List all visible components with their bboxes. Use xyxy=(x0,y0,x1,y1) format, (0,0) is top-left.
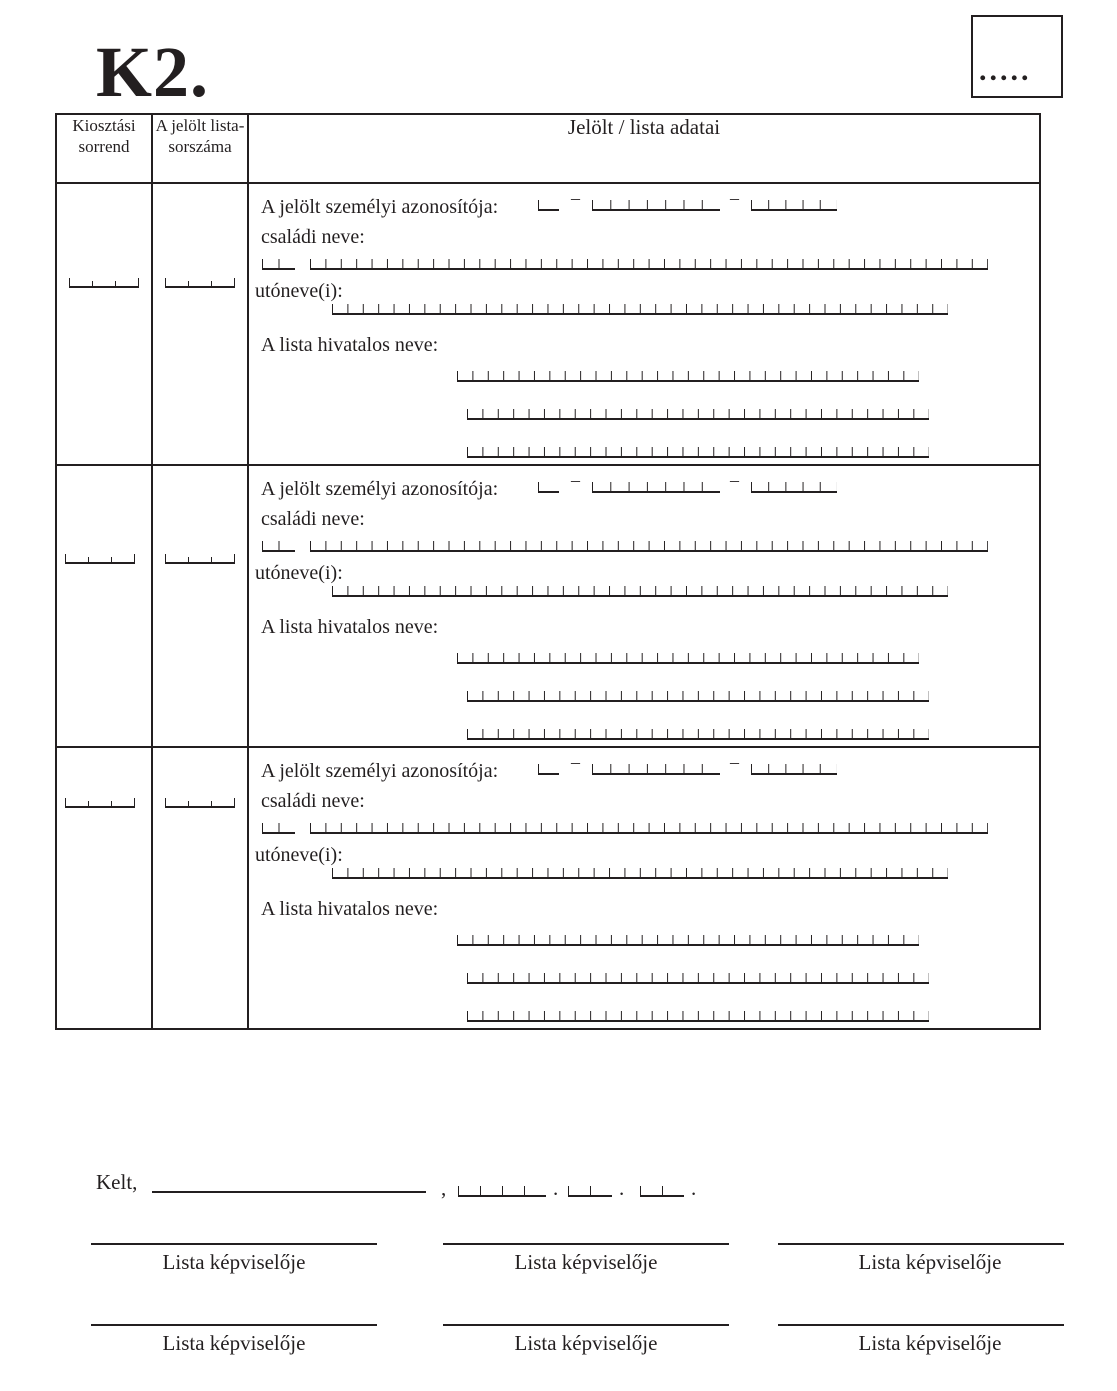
record-data-cell xyxy=(248,747,1040,1029)
candidate-table xyxy=(55,113,1041,1030)
family-name-prefix-field[interactable] xyxy=(262,259,295,270)
signature-label: Lista képviselője xyxy=(514,1331,658,1355)
given-names-field[interactable] xyxy=(332,586,948,597)
id-field-part3[interactable] xyxy=(751,482,837,493)
family-name-label: családi neve: xyxy=(261,790,365,812)
id-field-part3[interactable] xyxy=(751,200,837,211)
list-name-field-line3[interactable] xyxy=(467,729,929,740)
given-names-field[interactable] xyxy=(332,868,948,879)
table-header-row xyxy=(56,114,1040,183)
signature-line[interactable] xyxy=(91,1243,377,1245)
given-names-field[interactable] xyxy=(332,304,948,315)
list-name-label: A lista hivatalos neve: xyxy=(261,898,439,920)
list-name-field-line1[interactable] xyxy=(457,653,919,664)
order-cell xyxy=(56,183,152,465)
family-name-label: családi neve: xyxy=(261,508,365,530)
date-comma: , xyxy=(441,1176,447,1200)
list-name-field-line2[interactable] xyxy=(467,691,929,702)
signature-line[interactable] xyxy=(443,1243,729,1245)
id-label: A jelölt személyi azonosítója: xyxy=(261,196,499,218)
id-field-part2[interactable] xyxy=(592,482,720,493)
id-label: A jelölt személyi azonosítója: xyxy=(261,478,499,500)
page-number-box[interactable] xyxy=(971,15,1063,98)
id-separator: – xyxy=(571,470,580,490)
signature-label: Lista képviselője xyxy=(858,1250,1002,1274)
month-field[interactable] xyxy=(568,1186,612,1197)
kelt-label: Kelt, xyxy=(96,1170,138,1194)
list-name-field-line3[interactable] xyxy=(467,447,929,458)
order-number-field[interactable] xyxy=(65,554,135,564)
list-name-field-line2[interactable] xyxy=(467,409,929,420)
date-dot: . xyxy=(619,1176,625,1200)
list-number-field[interactable] xyxy=(165,278,235,288)
id-field-part2[interactable] xyxy=(592,764,720,775)
list-number-cell xyxy=(152,747,248,1029)
family-name-field[interactable] xyxy=(310,823,988,834)
given-names-label: utóneve(i): xyxy=(255,844,343,866)
signature-label: Lista képviselője xyxy=(162,1331,306,1355)
list-name-field-line2[interactable] xyxy=(467,973,929,984)
given-names-label: utóneve(i): xyxy=(255,562,343,584)
id-field-part1[interactable] xyxy=(538,482,559,493)
table-row xyxy=(56,465,1040,747)
family-name-prefix-field[interactable] xyxy=(262,541,295,552)
header-jelolt-lista-adatai: Jelölt / lista adatai xyxy=(248,114,1040,183)
id-field-part1[interactable] xyxy=(538,764,559,775)
list-number-field[interactable] xyxy=(165,554,235,564)
signature-label: Lista képviselője xyxy=(162,1250,306,1274)
order-cell xyxy=(56,465,152,747)
header-lista-sorszama: A jelölt lista-sorszáma xyxy=(152,114,248,183)
year-field[interactable] xyxy=(458,1186,546,1197)
signature-line[interactable] xyxy=(91,1324,377,1326)
order-cell xyxy=(56,747,152,1029)
id-label: A jelölt személyi azonosítója: xyxy=(261,760,499,782)
header-kiosztasi-sorrend: Kiosztási sorrend xyxy=(56,114,152,183)
signature-line[interactable] xyxy=(443,1324,729,1326)
date-dot: . xyxy=(691,1176,697,1200)
family-name-prefix-field[interactable] xyxy=(262,823,295,834)
id-separator: – xyxy=(730,752,739,772)
signature-label: Lista képviselője xyxy=(514,1250,658,1274)
list-name-field-line1[interactable] xyxy=(457,935,919,946)
id-separator: – xyxy=(571,752,580,772)
id-field-part1[interactable] xyxy=(538,200,559,211)
record-data-cell xyxy=(248,183,1040,465)
list-number-field[interactable] xyxy=(165,798,235,808)
signature-label: Lista képviselője xyxy=(858,1331,1002,1355)
order-number-field[interactable] xyxy=(69,278,139,288)
given-names-label: utóneve(i): xyxy=(255,280,343,302)
list-number-cell xyxy=(152,183,248,465)
table-row xyxy=(56,747,1040,1029)
family-name-field[interactable] xyxy=(310,541,988,552)
signature-line[interactable] xyxy=(778,1243,1064,1245)
list-number-cell xyxy=(152,465,248,747)
table-row xyxy=(56,183,1040,465)
id-field-part3[interactable] xyxy=(751,764,837,775)
id-separator: – xyxy=(571,188,580,208)
id-field-part2[interactable] xyxy=(592,200,720,211)
record-data-cell xyxy=(248,465,1040,747)
form-code: K2. xyxy=(96,32,210,112)
id-separator: – xyxy=(730,470,739,490)
id-separator: – xyxy=(730,188,739,208)
list-name-label: A lista hivatalos neve: xyxy=(261,334,439,356)
list-name-field-line3[interactable] xyxy=(467,1011,929,1022)
place-field[interactable] xyxy=(152,1191,426,1193)
family-name-field[interactable] xyxy=(310,259,988,270)
list-name-label: A lista hivatalos neve: xyxy=(261,616,439,638)
day-field[interactable] xyxy=(640,1186,684,1197)
list-name-field-line1[interactable] xyxy=(457,371,919,382)
page-number-placeholder: ..... xyxy=(979,54,1032,87)
family-name-label: családi neve: xyxy=(261,226,365,248)
date-dot: . xyxy=(553,1176,559,1200)
order-number-field[interactable] xyxy=(65,798,135,808)
signature-line[interactable] xyxy=(778,1324,1064,1326)
